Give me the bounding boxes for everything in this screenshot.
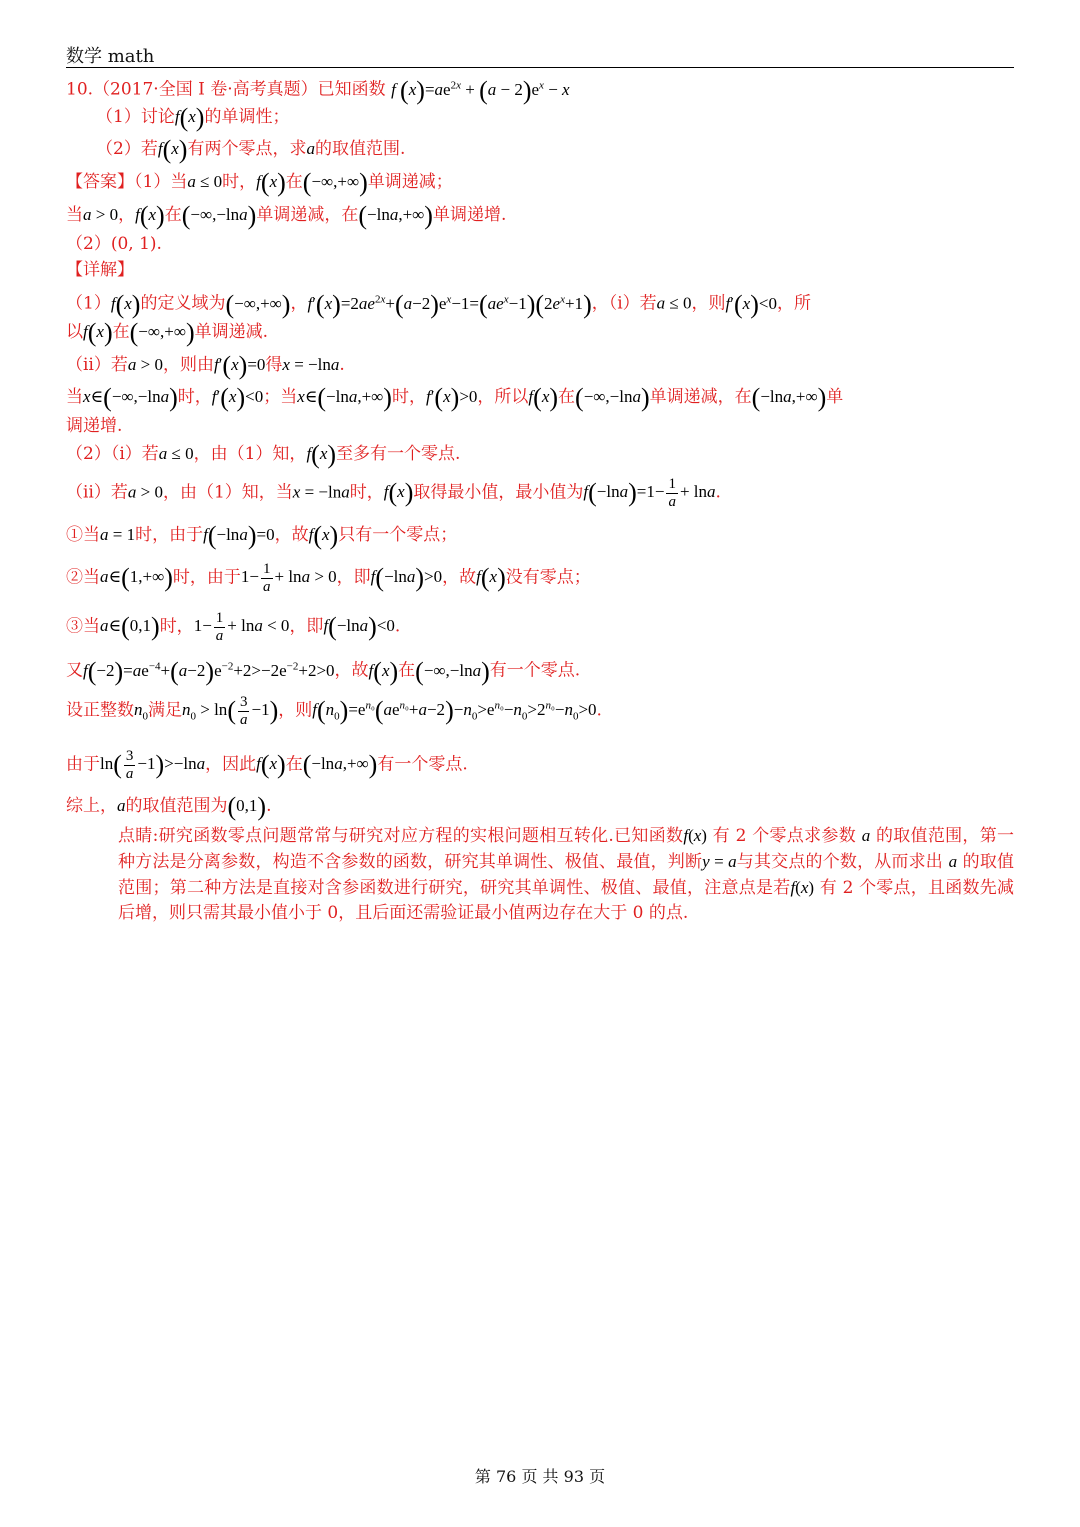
answer-line-1: 【答案】（1）当a ≤ 0时，f(x)在(−∞,+∞)单调递减； — [66, 168, 453, 197]
solution-line-8: ①当a = 1时，由于f(−lna)=0，故f(x)只有一个零点； — [66, 521, 458, 550]
solution-line-14: 综上，a的取值范围为(0,1). — [66, 792, 272, 821]
question-part-2: （2）若f(x)有两个零点，求a的取值范围. — [96, 135, 406, 164]
solution-line-2: 以f(x)在(−∞,+∞)单调递减. — [66, 318, 269, 347]
solution-line-10: ③当a∈(0,1)时，1− $\frac{1}{a}$ + lna < 0，即f(−lna)<0. — [66, 610, 401, 644]
function-definition: f $(x)=ae^{2x} + (a - 2)e^x - x$ — [391, 75, 570, 105]
answer-label: 【答案】 — [66, 172, 134, 192]
solution-line-12: 设正整数$n_0$满足$n_0 > \ln$( $\frac{3}{a}$ −1)，则$f(n_0)=e^{n_0}(ae^{n_0}+a-2)-n_0>e^{n_0}-n_0>2^{n_0}-n_0>0$. — [66, 694, 602, 728]
question-number: 10. — [66, 79, 94, 100]
solution-line-4: 当x∈(−∞,−lna)时，f′(x)<0；当x∈(−lna,+∞)时，f′(x)>0，所以f(x)在(−∞,−lna)单调递减，在(−lna,+∞)单 — [66, 383, 844, 412]
solution-label: 【详解】 — [66, 260, 134, 280]
question-stem: 10.（2017·全国 I 卷·高考真题）已知函数 f $(x)=ae^{2x} + (a - 2)e^x - x$ — [66, 75, 570, 105]
solution-line-5: 调递增. — [66, 416, 123, 436]
answer-line-2: 当a > 0，f(x)在(−∞,−lna)单调递减，在(−lna,+∞)单调递增. — [66, 201, 507, 230]
total-page-count: 93 — [563, 1467, 584, 1486]
solution-line-13: 由于ln( $\frac{3}{a}$ −1)>−lna，因此f(x)在(−lna,+∞)有一个零点. — [66, 748, 468, 782]
answer-line-3: （2）(0, 1). — [66, 234, 162, 254]
solution-line-7: （ⅱ）若a > 0，由（1）知，当x = −lna时，f(x)取得最小值，最小值为f(−lna)=1− $\frac{1}{a}$ + lna. — [66, 476, 721, 510]
solution-line-11: 又$f(-2)=ae^{-4}+(a-2)e^{-2}+2>-2e^{-2}+2>0$，故f(x)在(−∞,−lna)有一个零点. — [66, 656, 581, 686]
tip-paragraph: 点睛:研究函数零点问题常常与研究对应方程的实根问题相互转化.已知函数f(x) 有 2 个零点求参数 a 的取值范围，第一种方法是分离参数，构造不含参数的函数，研究其单调性、极值、最值，判断y = a与其交点的个数，从而求出 a 的取值范围；第二种方法是直接对含参函数进行研究，研究其单调性、极值、最值，注意点是若f(x) 有 2 个零点，且函数先减后增，则只需其最小值小于 0，且后面还需验证最小值两边存在大于 0 的点. — [118, 826, 1015, 923]
solution-line-3: （ⅱ）若a > 0，则由f′(x)=0得x = −lna. — [66, 351, 345, 380]
page-header: 数学 math — [66, 46, 155, 67]
question-source: （2017·全国 I 卷·高考真题） — [93, 79, 318, 100]
solution-line-1: （1）f(x)的定义域为(−∞,+∞)，$f'(x)=2ae^{2x}+(a-2)e^x-1=(ae^x-1)(2e^x+1)$，（ⅰ）若a ≤ 0，则f′(x)<0，所 — [66, 289, 811, 319]
current-page-number: 76 — [496, 1467, 517, 1486]
solution-line-6: （2）（ⅰ）若a ≤ 0，由（1）知，f(x)至多有一个零点. — [66, 440, 461, 469]
header-divider — [66, 67, 1014, 68]
page-footer: 第 76 页 共 93 页 — [474, 1467, 606, 1486]
question-part-1: （1）讨论f(x)的单调性； — [96, 103, 290, 132]
solution-line-9: ②当a∈(1,+∞)时，由于1− $\frac{1}{a}$ + lna > 0，即f(−lna)>0，故f(x)没有零点； — [66, 561, 591, 595]
